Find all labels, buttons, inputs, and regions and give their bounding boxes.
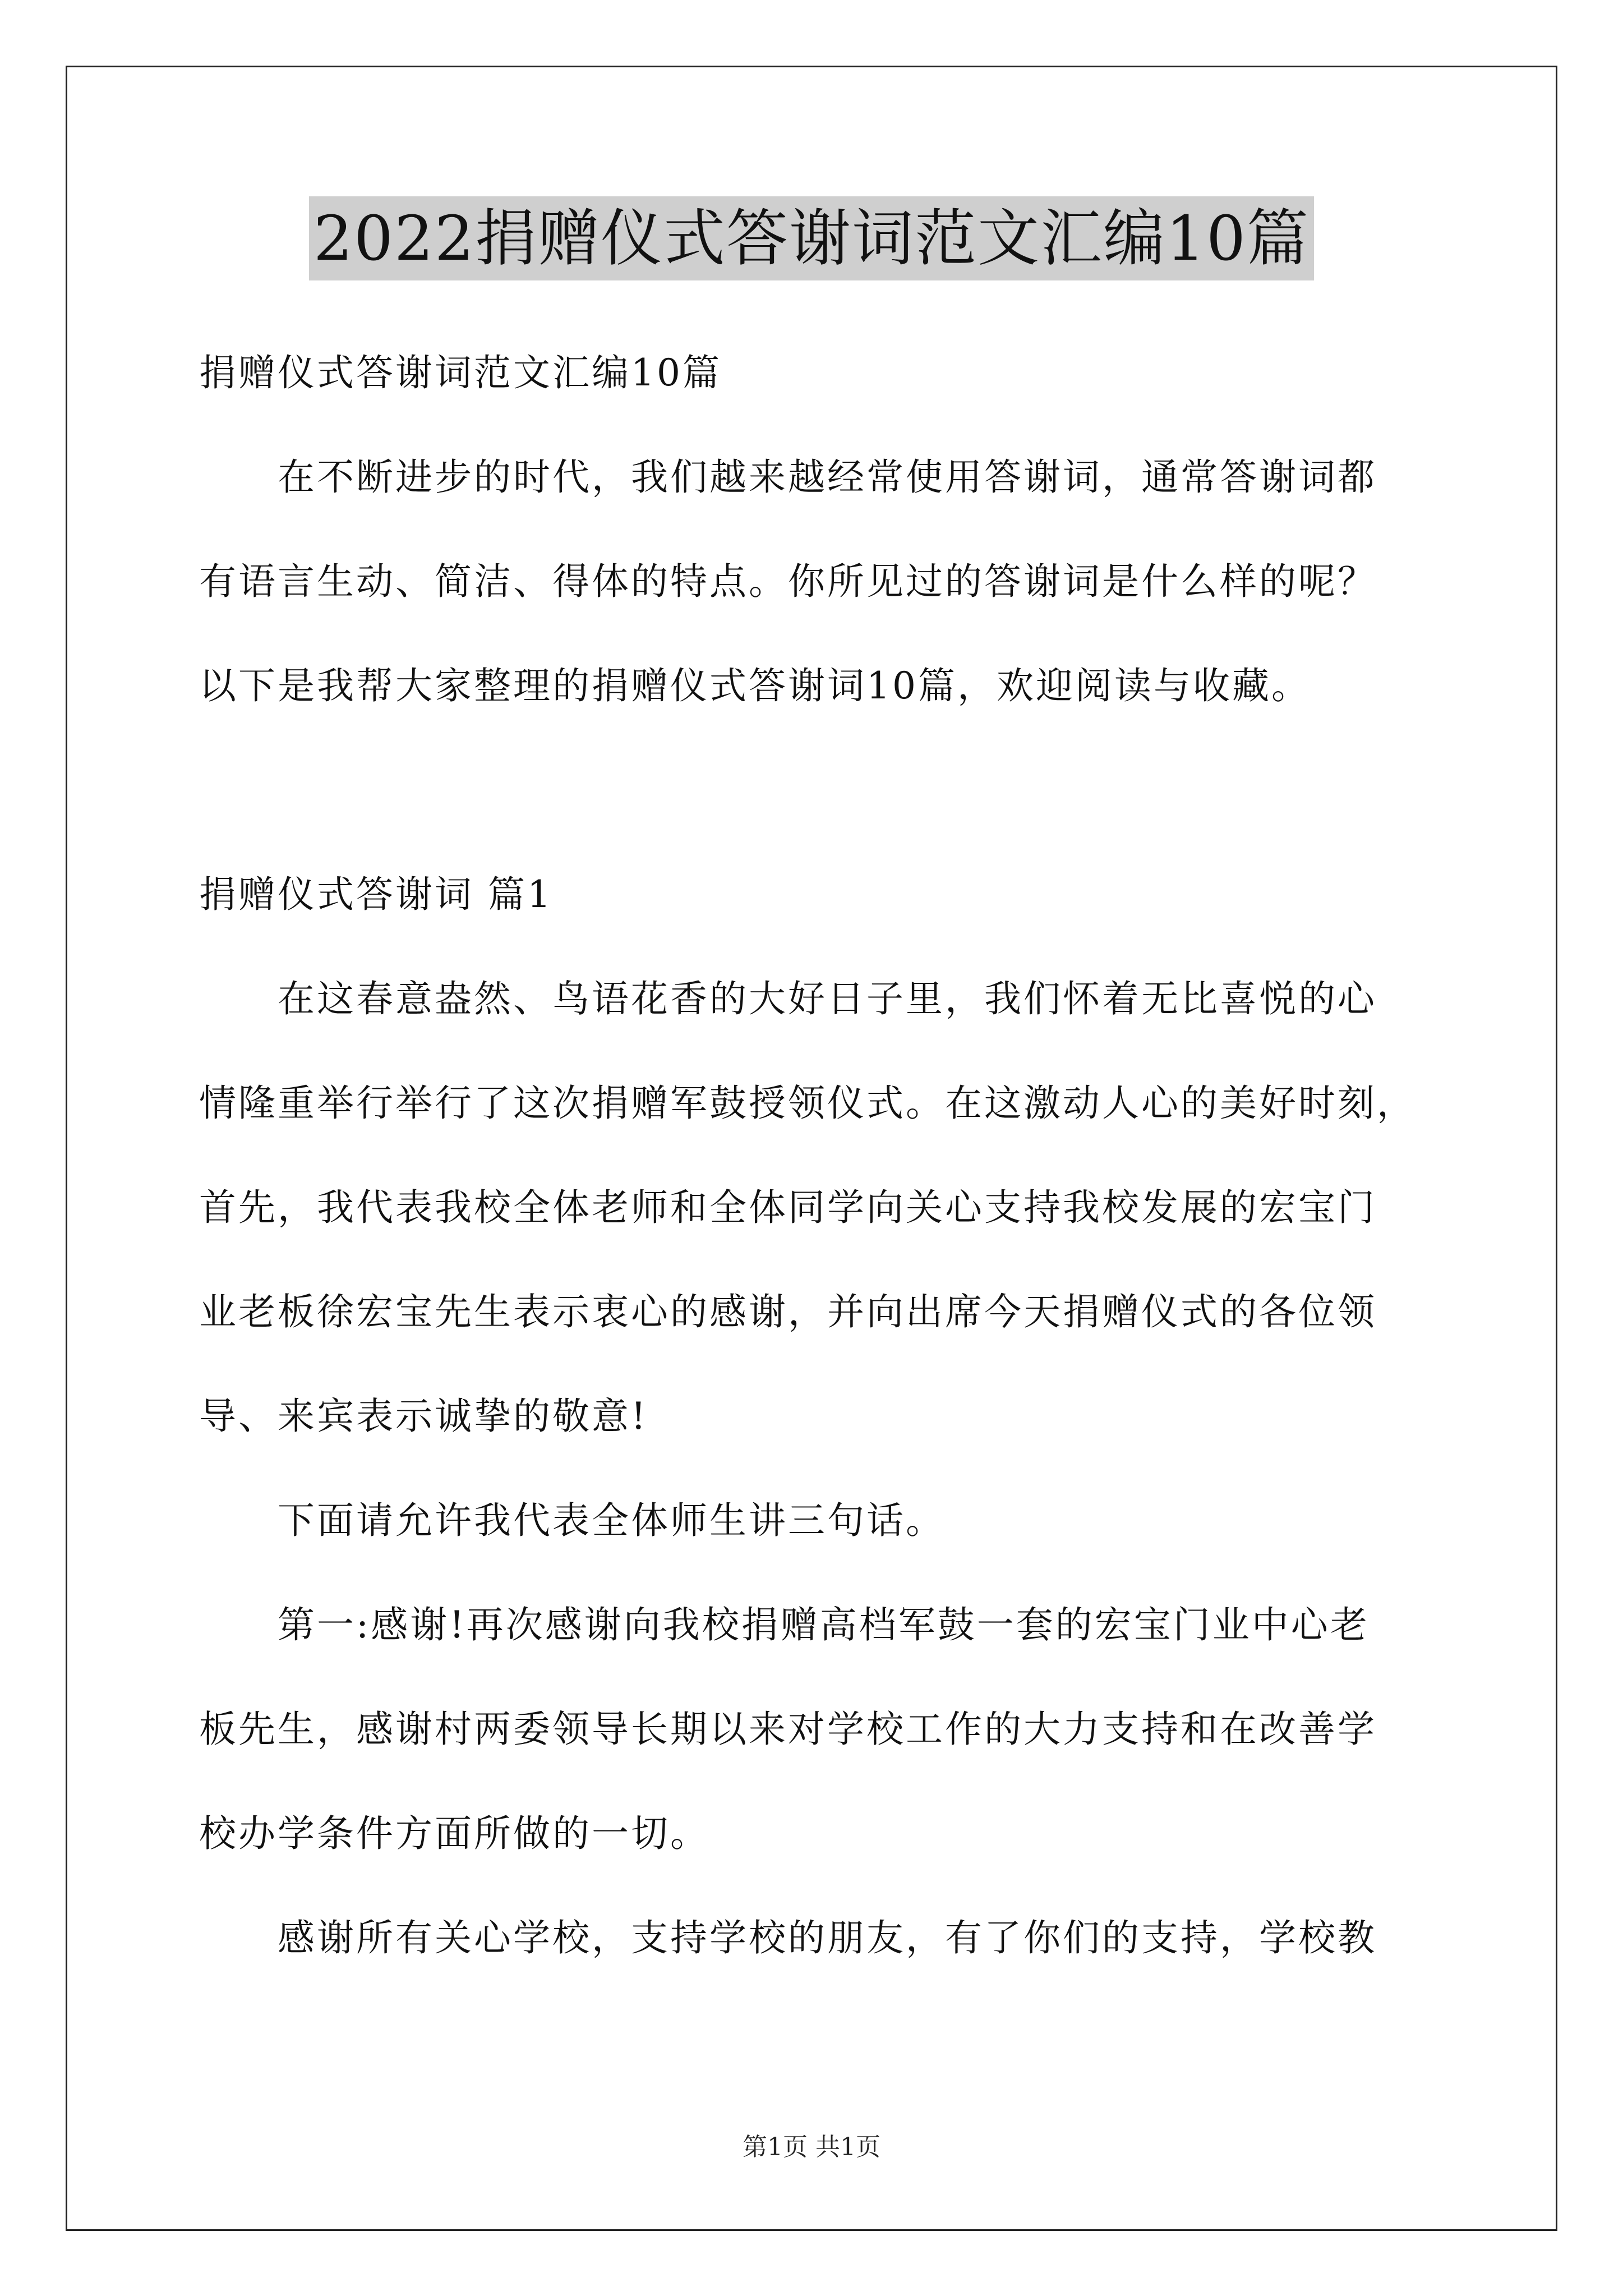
paragraph-line: 在这春意盎然、鸟语花香的大好日子里，我们怀着无比喜悦的心 (278, 977, 1377, 1020)
intro-paragraph (199, 452, 1433, 711)
paragraph-line: 板先生，感谢村两委领导长期以来对学校工作的大力支持和在改善学 (199, 1708, 1377, 1751)
document-subtitle: 捐赠仪式答谢词范文汇编10篇 (199, 351, 722, 394)
paragraph-line: 校办学条件方面所做的一切。 (199, 1812, 709, 1855)
page-number-footer: 第1页 共1页 (743, 2133, 880, 2161)
document-body (199, 348, 1433, 1963)
paragraph-2: 下面请允许我代表全体师生讲三句话。 (278, 1499, 945, 1542)
paragraph-line: 情隆重举行举行了这次捐赠军鼓授领仪式。在这激动人心的美好时刻， (199, 1082, 1416, 1125)
paragraph-line: 业老板徐宏宝先生表示衷心的感谢，并向出席今天捐赠仪式的各位领 (199, 1290, 1377, 1333)
paragraph-3 (199, 1600, 1433, 1859)
section-heading: 捐赠仪式答谢词 篇1 (199, 873, 553, 916)
intro-line: 有语言生动、简洁、得体的特点。你所见过的答谢词是什么样的呢？ (199, 560, 1377, 603)
intro-line: 以下是我帮大家整理的捐赠仪式答谢词10篇，欢迎阅读与收藏。 (199, 664, 1311, 707)
title-container (0, 196, 1623, 280)
paragraph-1 (199, 974, 1433, 1442)
paragraph-line: 首先，我代表我校全体老师和全体同学向关心支持我校发展的宏宝门 (199, 1186, 1377, 1229)
paragraph-line: 第一:感谢!再次感谢向我校捐赠高档军鼓一套的宏宝门业中心老 (278, 1603, 1370, 1646)
paragraph-line: 导、来宾表示诚挚的敬意! (199, 1395, 648, 1438)
intro-line: 在不断进步的时代，我们越来越经常使用答谢词，通常答谢词都 (278, 455, 1377, 499)
document-title: 2022捐赠仪式答谢词范文汇编10篇 (309, 196, 1314, 280)
paragraph-4: 感谢所有关心学校，支持学校的朋友，有了你们的支持，学校教 (278, 1916, 1377, 1959)
